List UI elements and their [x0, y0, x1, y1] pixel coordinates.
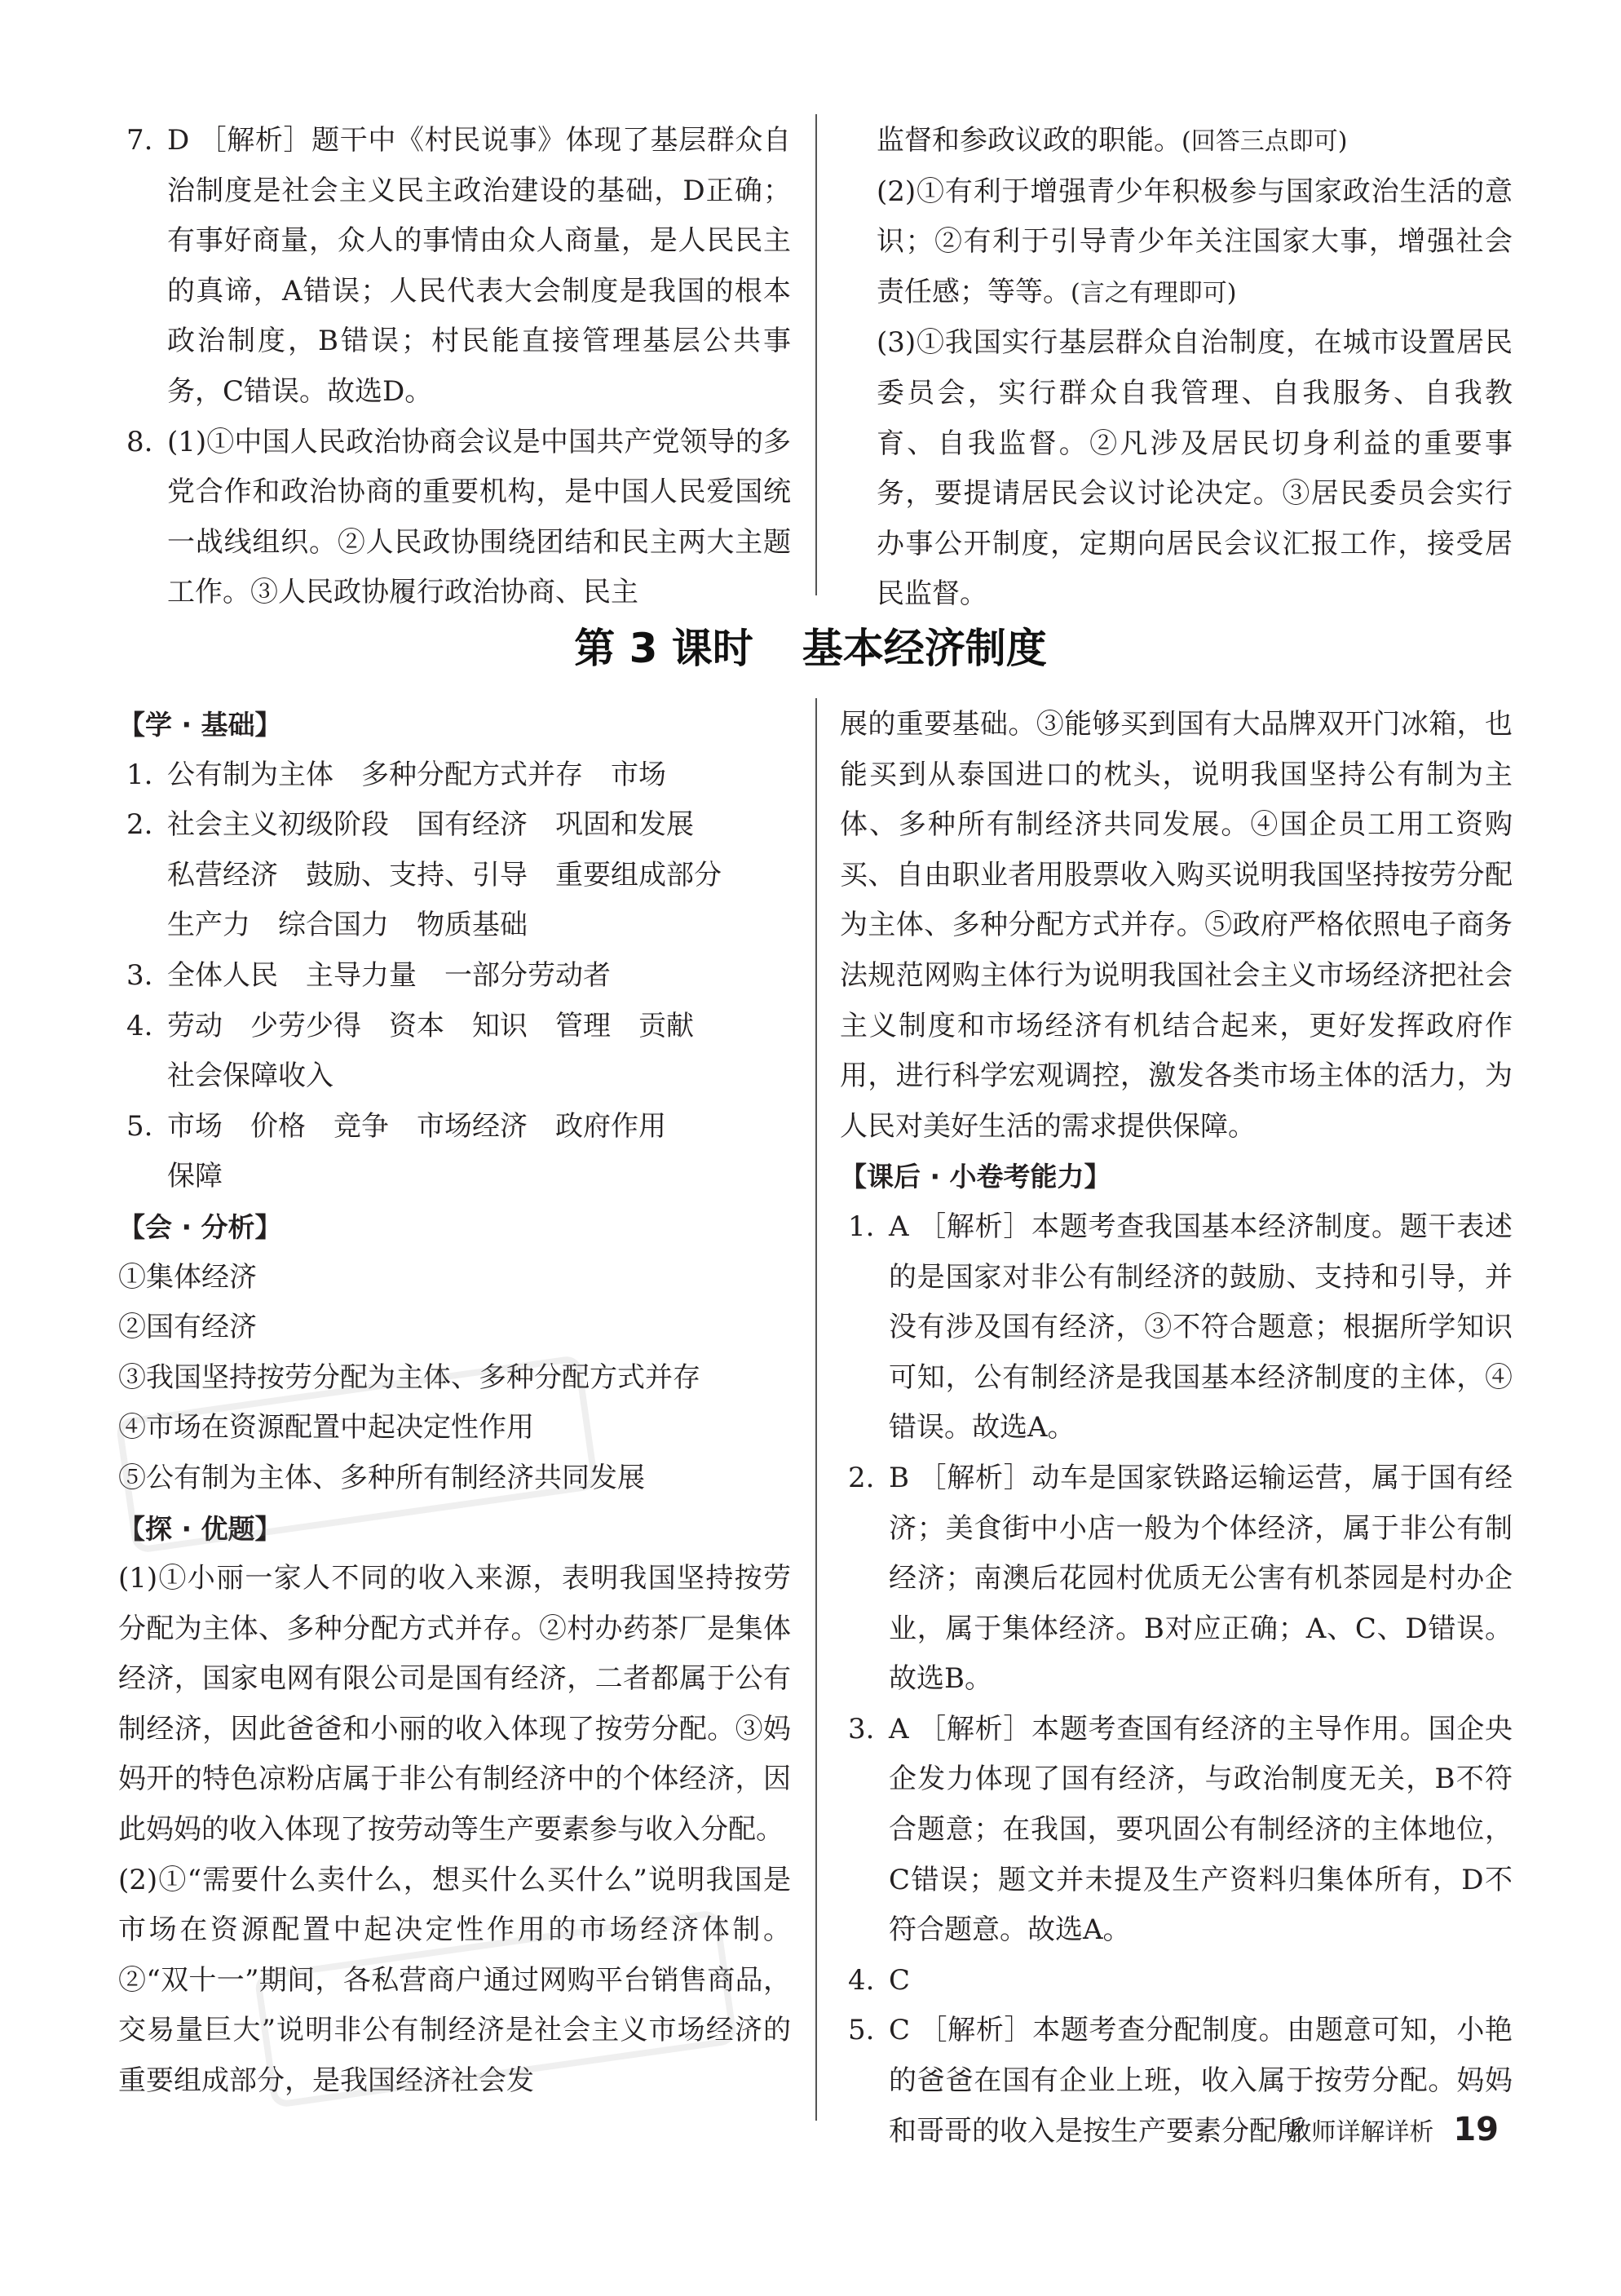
- analyze-line: ④市场在资源配置中起决定性作用: [118, 1411, 534, 1444]
- item-number: 8.: [126, 425, 153, 458]
- item-number: 4.: [126, 1009, 153, 1042]
- learn-item: [118, 750, 791, 801]
- item-number: 1.: [126, 758, 153, 791]
- top-left-column: [118, 116, 791, 618]
- answer-text: 监督和参政议政的职能。: [877, 124, 1182, 157]
- quiz-answer-item: [840, 1202, 1513, 1453]
- answer-item-8: [118, 418, 791, 618]
- item-number: 3.: [848, 1712, 875, 1745]
- learn-item: [118, 1002, 791, 1102]
- lesson-title: [0, 616, 1621, 681]
- footer-label: 教师详解详析: [1287, 2118, 1434, 2147]
- answer-text: D ［解析］题干中《村民说事》体现了基层群众自治制度是社会主义民主政治建设的基础，D正确；有事好商量，众人的事情由众人商量，是人民民主的真谛，A错误；人民代表大会制度是我国的根本政治制度，B错误；村民能直接管理基层公共事务，C错误。故选D。: [167, 124, 791, 408]
- lesson-name: 基本经济制度: [802, 625, 1047, 672]
- answer-text: (1)①中国人民政治协商会议是中国共产党领导的多党合作和政治协商的重要机构，是中国人民爱国统一战线组织。②人民政协围绕团结和民主两大主题工作。③人民政协履行政治协商、民主: [167, 425, 791, 609]
- item-number: 1.: [848, 1210, 875, 1243]
- answer-note: (回答三点即可): [1182, 127, 1348, 156]
- section-heading-explore: 【探 · 优题】: [118, 1512, 282, 1545]
- answer-text: C: [889, 1963, 911, 1997]
- item-number: 5.: [848, 2014, 875, 2047]
- lesson-number: 第 3 课时: [574, 625, 753, 672]
- item-number: 5.: [126, 1109, 153, 1143]
- learn-line: 全体人民 主导力量 一部分劳动者: [167, 958, 611, 992]
- answer-text: A ［解析］本题考查国有经济的主导作用。国企央企发力体现了国有经济，与政治制度无关，B不符合题意；在我国，要巩固公有制经济的主体地位，C错误；题文并未提及生产资料归集体所有，D不符合题意。故选A。: [889, 1712, 1513, 1947]
- analyze-line: ①集体经济: [118, 1260, 257, 1294]
- item-number: 2.: [848, 1461, 875, 1494]
- learn-line: 社会主义初级阶段 国有经济 巩固和发展: [167, 808, 694, 842]
- section-heading-analyze: 【会 · 分析】: [118, 1210, 282, 1243]
- item-number: 3.: [126, 958, 153, 992]
- answer-paragraph-3: (3)①我国实行基层群众自治制度，在城市设置居民委员会，实行群众自我管理、自我服务、自我教育、自我监督。②凡涉及居民切身利益的重要事务，要提请居民会议讨论决定。③居民委员会实行办事公开制度，定期向居民会议汇报工作，接受居民监督。: [877, 326, 1513, 611]
- item-number: 2.: [126, 808, 153, 842]
- learn-item: [118, 951, 791, 1002]
- answer-text: A ［解析］本题考查我国基本经济制度。题干表述的是国家对非公有制经济的鼓励、支持和引导，并没有涉及国有经济，③不符合题意；根据所学知识可知，公有制经济是我国基本经济制度的主体，④错误。故选A。: [889, 1210, 1513, 1444]
- explore-continuation: 展的重要基础。③能够买到国有大品牌双开门冰箱，也能买到从泰国进口的枕头，说明我国坚持公有制为主体、多种所有制经济共同发展。④国企员工用工资购买、自由职业者用股票收入购买说明我国坚持按劳分配为主体、多种分配方式并存。⑤政府严格依照电子商务法规范网购主体行为说明我国社会主义市场经济把社会主义制度和市场经济有机结合起来，更好发挥政府作用，进行科学宏观调控，激发各类市场主体的活力，为人民对美好生活的需求提供保障。: [840, 708, 1513, 1143]
- learn-item: [118, 800, 791, 951]
- section-heading-after-class: 【课后 · 小卷考能力】: [840, 1161, 1111, 1193]
- bottom-right-column: [840, 700, 1513, 2157]
- analyze-line: ⑤公有制为主体、多种所有制经济共同发展: [118, 1461, 645, 1494]
- explore-paragraph-2: (2)①“需要什么卖什么，想买什么买什么”说明我国是市场在资源配置中起决定性作用的市场经济体制。②“双十一”期间，各私营商户通过网购平台销售商品，交易量巨大”说明非公有制经济是社会主义市场经济的重要组成部分，是我国经济社会发: [118, 1863, 791, 2098]
- learn-item: [118, 1102, 791, 1202]
- quiz-answer-item: [840, 1956, 1513, 2006]
- answer-item-7: [118, 116, 791, 418]
- section-heading-learn: 【学 · 基础】: [118, 709, 282, 741]
- item-number: 4.: [848, 1963, 875, 1997]
- column-divider-bottom: [815, 698, 817, 2121]
- analyze-line: ②国有经济: [118, 1311, 257, 1344]
- quiz-answer-item: [840, 1453, 1513, 1705]
- answer-note: (言之有理即可): [1071, 278, 1237, 307]
- answer-text: (2)①有利于增强青少年积极参与国家政治生活的意识；②有利于引导青少年关注国家大事，增强社会责任感；等等。: [877, 175, 1513, 308]
- learn-line: 社会保障收入: [167, 1060, 333, 1093]
- explore-paragraph-1: (1)①小丽一家人不同的收入来源，表明我国坚持按劳分配为主体、多种分配方式并存。②村办药茶厂是集体经济，国家电网有限公司是国有经济，二者都属于公有制经济，因此爸爸和小丽的收入体现了按劳分配。③妈妈开的特色凉粉店属于非公有制经济中的个体经济，因此妈妈的收入体现了按劳动等生产要素参与收入分配。: [118, 1562, 791, 1847]
- learn-line: 生产力 综合国力 物质基础: [167, 909, 528, 942]
- analyze-line: ③我国坚持按劳分配为主体、多种分配方式并存: [118, 1360, 700, 1394]
- answer-paragraph-1: [877, 116, 1513, 167]
- item-number: 7.: [126, 124, 153, 157]
- page-number: 19: [1453, 2111, 1499, 2148]
- answer-text: B ［解析］动车是国家铁路运输运营，属于国有经济；美食街中小店一般为个体经济，属于非公有制经济；南澳后花园村优质无公害有机茶园是村办企业，属于集体经济。B对应正确；A、C、D错误。故选B。: [889, 1461, 1513, 1696]
- quiz-answer-item: [840, 1705, 1513, 1956]
- column-divider-top: [815, 114, 817, 595]
- answer-paragraph-2: [877, 167, 1513, 319]
- learn-line: 劳动 少劳少得 资本 知识 管理 贡献: [167, 1009, 694, 1042]
- answer-text: C ［解析］本题考查分配制度。由题意可知，小艳的爸爸在国有企业上班，收入属于按劳分配。妈妈和哥哥的收入是按生产要素分配所: [889, 2014, 1513, 2148]
- page-footer: [1287, 2111, 1499, 2148]
- learn-line: 公有制为主体 多种分配方式并存 市场: [167, 758, 666, 791]
- learn-line: 保障: [167, 1160, 223, 1193]
- top-right-column: [877, 116, 1513, 620]
- learn-line: 私营经济 鼓励、支持、引导 重要组成部分: [167, 858, 722, 891]
- learn-line: 市场 价格 竞争 市场经济 政府作用: [167, 1109, 666, 1143]
